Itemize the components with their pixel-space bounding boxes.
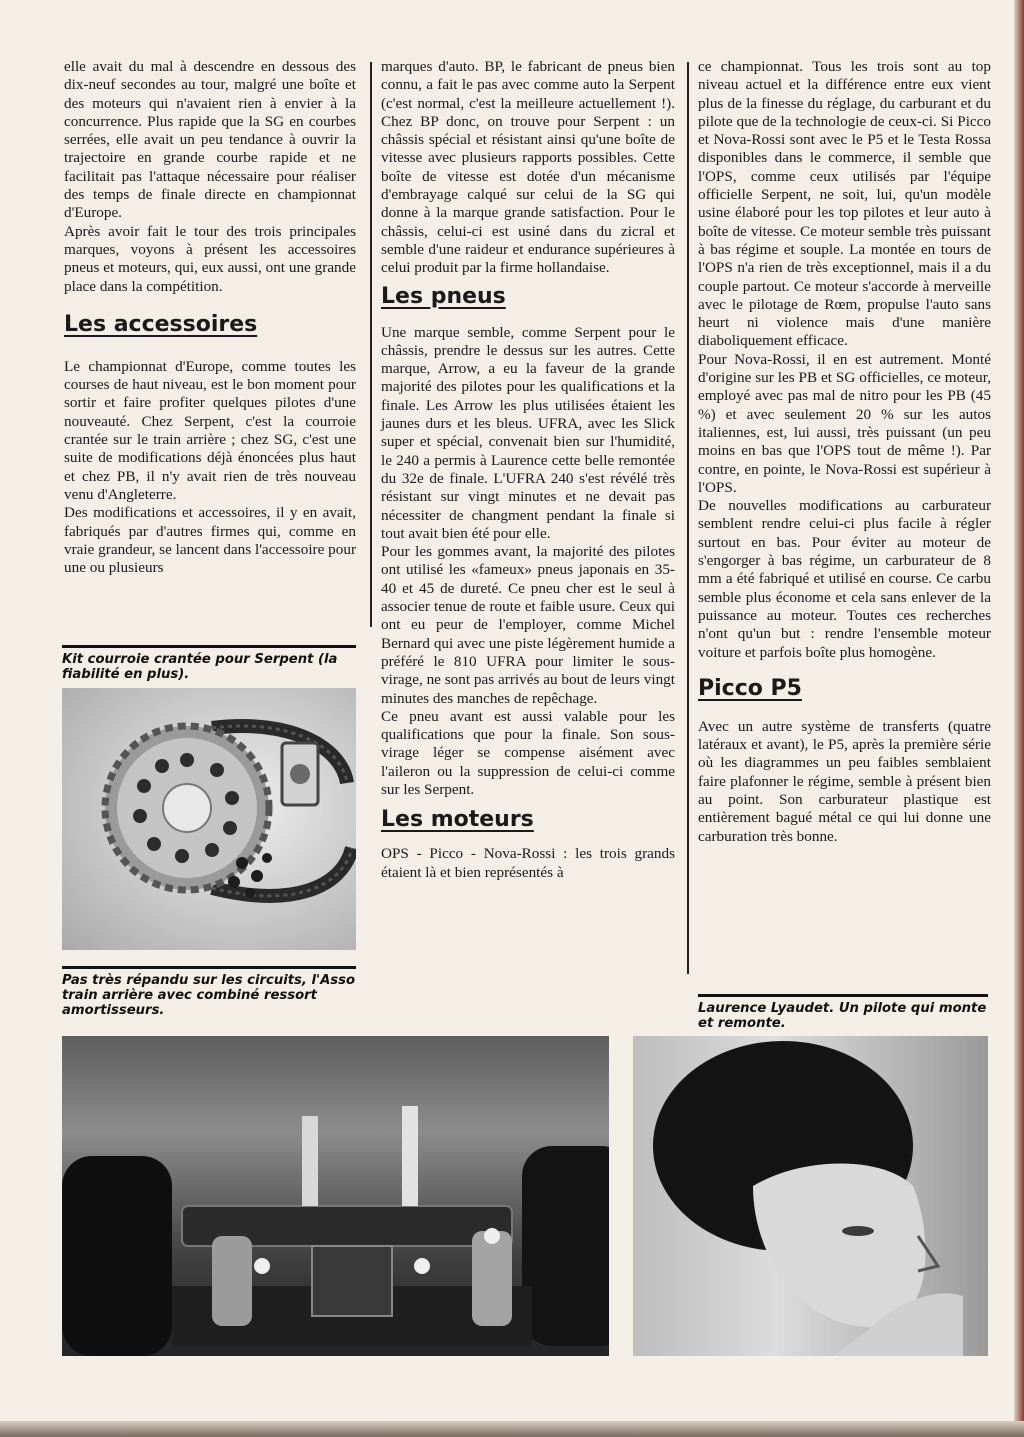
paragraph: Pour les gommes avant, la majorité des pilotes ont utilisé les «fameux» pneus japonais en 35-40 et 45 de dureté. Ce pneu cher est le seul à associer tenue de route et faible usure. Ceux qui ont eu peur de l'employer, comme Michel Bernard qui avec une piste légèrement humide a préféré le 810 UFRA pour limiter le sous-virage, ne sont pas arrivés au bout de leurs vingt minutes des manches de repêchage. xyxy=(381,543,675,707)
column-1 xyxy=(64,58,356,577)
paragraph: Après avoir fait le tour des trois principales marques, voyons à présent les accessoires pneus et moteurs, qui, eux aussi, ont une grande place dans la compétition. xyxy=(64,222,356,295)
paragraph: Une marque semble, comme Serpent pour le châssis, prendre le dessus sur les autres. Cette marque, Arrow, a eu la faveur de la grande majorité des pilotes pour les qualifications et la finale. Les Arrow les plus utilisées étaient les jaunes durs et les bleus. UFRA, avec les Slick super et spécial, convenait bien sur l'humidité, le 240 a permis à Laurence cette belle remontée du 32e de finale. L'UFRA 240 s'est révélé très résistant sur vingt minutes et ne devait pas nécessiter de changment pendant la finale si tout avait bien été pour elle. xyxy=(381,323,675,542)
paragraph: Le championnat d'Europe, comme toutes les courses de haut niveau, est le bon moment pour sortir et faire profiter quelques pilotes d'une nouveauté. Chez Serpent, c'est la courroie crantée sur le train arrière ; chez SG, c'est une suite de modifications déjà énoncées plus haut et chez PB, il n'y avait rien de très nouveau venu d'Angleterre. xyxy=(64,357,356,503)
page-edge-right xyxy=(1014,0,1024,1437)
caption-block-asso xyxy=(62,966,356,1018)
caption-laurence: Laurence Lyaudet. Un pilote qui monte et remonte. xyxy=(698,1001,987,1031)
heading-picco-p5: Picco P5 xyxy=(698,675,802,701)
caption-rule xyxy=(62,645,356,648)
photo-driver-portrait xyxy=(633,1036,988,1356)
car-illustration xyxy=(62,1036,609,1356)
paragraph: Ce pneu avant est aussi valable pour les qualifications que pour la finale. Son sous-virage léger se compense aisément avec l'aileron ou la suppression de celui-ci comme sur les Serpent. xyxy=(381,707,675,798)
caption-block-laurence xyxy=(698,994,988,1031)
paragraph: De nouvelles modifications au carburateur semblent rendre celui-ci plus facile à régler surtout en bas. Pour éviter au moteur de s'engorger à bas régime, un carburateur de 8 mm a été fabriqué et utilisé en course. Ce carbu semble plus économe et cela sans enlever de la puissance au moteur. Toutes ces recherches n'ont qu'un but : rendre l'ensemble moteur voiture et parfois boîte plus homogène. xyxy=(698,497,991,661)
column-divider xyxy=(370,62,372,627)
caption-block-pulley xyxy=(62,645,356,682)
caption-pulley: Kit courroie crantée pour Serpent (la fiabilité en plus). xyxy=(62,652,338,682)
heading-pneus: Les pneus xyxy=(381,283,506,309)
paragraph: Avec un autre système de transferts (quatre latéraux et avant), le P5, après la première série où les diagrammes un peu faibles semblaient faire plafonner le régime, semble à présent bien au point. Son carburateur plastique est entièrement bagué métal ce qui lui donne une carburation très bonne. xyxy=(698,717,991,845)
photo-pulley-kit xyxy=(62,688,356,950)
page-edge-bottom xyxy=(0,1421,1024,1437)
paragraph: Des modifications et accessoires, il y en avait, fabriqués par d'autres firmes qui, comme en vraie grandeur, se lancent dans l'accessoire pour une ou plusieurs xyxy=(64,504,356,577)
paragraph: elle avait du mal à descendre en dessous des dix-neuf secondes au tour, malgré une boîte et des moteurs qui n'avaient rien à envier à la concurrence. Plus rapide que la SG en courbes serrées, elle avait un peu tendance à ouvrir la trajectoire en grande courbe rapide et ne facilitait pas l'attaque nécessaire pour réaliser des temps de finale directe en championnat d'Europe. xyxy=(64,58,356,222)
photo-car-rear-axle xyxy=(62,1036,609,1356)
paragraph: ce championnat. Tous les trois sont au top niveau actuel et la différence entre eux vient plus de la finesse du réglage, du carburant et du pilote que de la technologie de ceux-ci. Si Picco et Nova-Rossi sont avec le P5 et le Testa Rossa disponibles dans le commerce, il semble que l'OPS, comme ceux utilisés par l'équipe officielle Serpent, ne soit, lui, qu'un modèle usine élaboré pour les top pilotes et leur auto à boîte de vitesse. Ce moteur semble très puissant à bas régime et souple. La montée en tours de l'OPS n'a rien de très exceptionnel, mais il a du couple partout. Ce moteur s'accorde à merveille avec le pilotage de Rœm, propulse l'auto sans heurt ni violence mais d'une manière diaboliquement efficace. xyxy=(698,58,991,350)
paragraph: marques d'auto. BP, le fabricant de pneus bien connu, a fait le pas avec comme auto la Serpent (c'est normal, c'est la meilleure actuellement !). Chez BP donc, on trouve pour Serpent : un châssis spécial et résistant ainsi qu'une boîte de vitesse avec plusieurs rapports possibles. Cette boîte de vitesse est dotée d'un mécanisme d'embrayage calqué sur celui de la SG qui donne à la marque grande satisfaction. Pour le châssis, celui-ci est usiné dans du zicral et semble d'une raideur et endurance supérieures à celui produit par la firme hollandaise. xyxy=(381,58,675,277)
caption-rule xyxy=(698,994,988,997)
caption-asso: Pas très répandu sur les circuits, l'Asso train arrière avec combiné ressort amortisseurs. xyxy=(62,973,356,1018)
heading-accessoires: Les accessoires xyxy=(64,311,258,337)
column-2 xyxy=(381,58,675,882)
paragraph: Pour Nova-Rossi, il en est autrement. Monté d'origine sur les PB et SG officielles, ce moteur, employé avec pas mal de nitro pour les PB (45 %) et avec seulement 20 % sur les autos italiennes, est, lui aussi, très puissant (un peu moins en bas que l'OPS tout de même !). Par contre, en pointe, le Nova-Rossi est supérieur à l'OPS. xyxy=(698,350,991,496)
caption-rule xyxy=(62,966,356,969)
column-3 xyxy=(698,58,991,846)
paragraph: OPS - Picco - Nova-Rossi : les trois grands étaient là et bien représentés à xyxy=(381,845,675,881)
pulley-illustration xyxy=(62,688,356,950)
heading-moteurs: Les moteurs xyxy=(381,807,534,833)
column-divider xyxy=(687,62,689,974)
portrait-illustration xyxy=(633,1036,988,1356)
